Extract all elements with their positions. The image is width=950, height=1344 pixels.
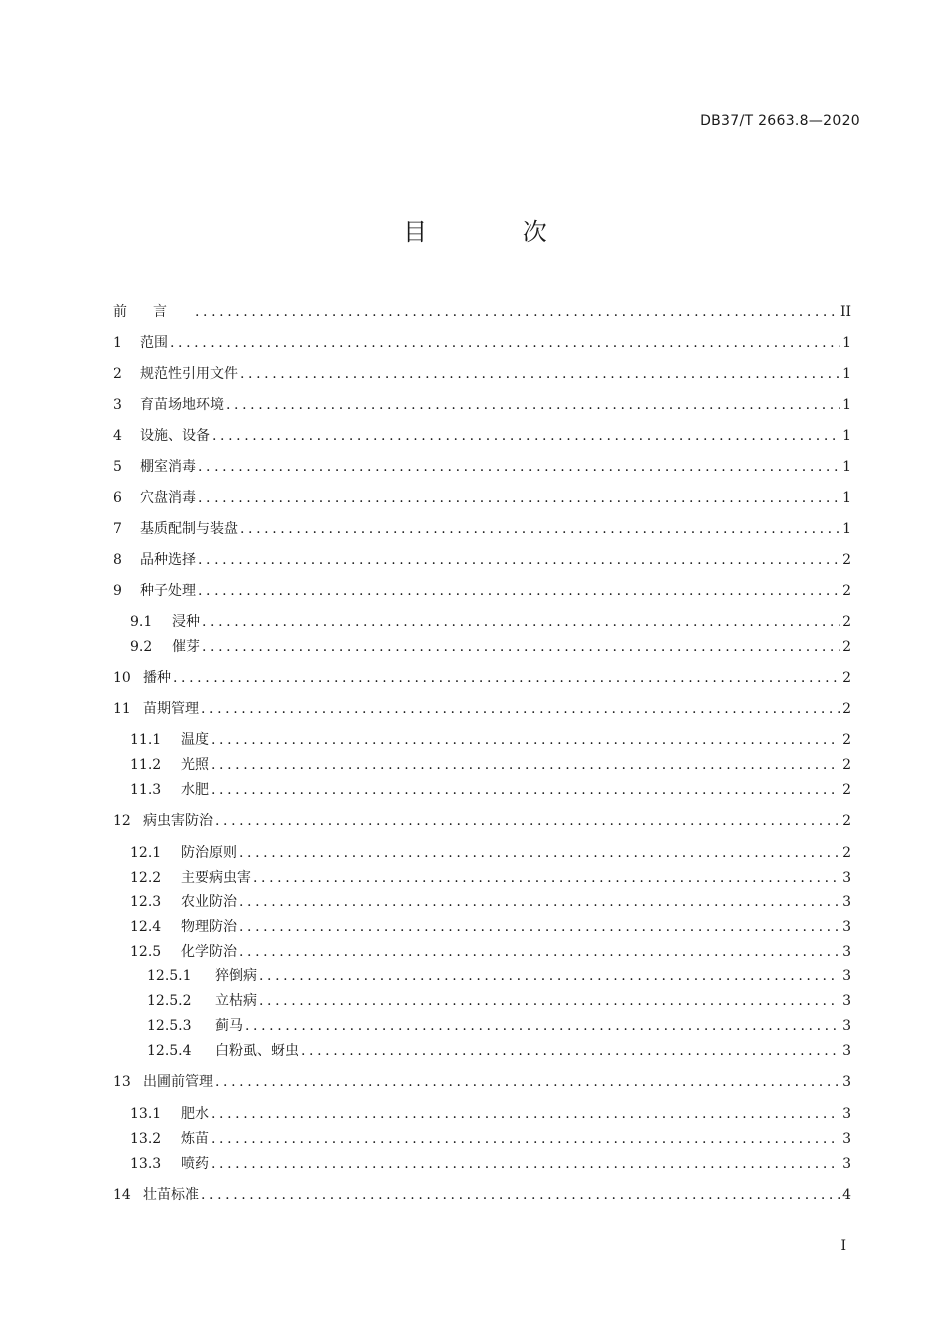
toc-label: 化学防治 — [181, 944, 237, 960]
toc-page: 1 — [842, 335, 851, 351]
toc-leader-dots — [239, 843, 840, 863]
toc-leader-dots — [211, 1129, 840, 1149]
toc-entry[interactable] — [113, 668, 851, 688]
toc-number: 12 — [113, 813, 131, 829]
toc-entry[interactable] — [130, 1104, 851, 1124]
toc-page: 3 — [842, 894, 851, 910]
toc-number: 12.2 — [130, 870, 162, 886]
toc-leader-dots — [240, 519, 840, 539]
toc-label: 苗期管理 — [143, 701, 199, 717]
toc-page: 3 — [842, 993, 851, 1009]
toc-number: 11.1 — [130, 732, 162, 748]
toc-entry[interactable] — [113, 1185, 851, 1205]
toc-label: 喷药 — [181, 1156, 209, 1172]
toc-page: 3 — [842, 1074, 851, 1090]
toc-leader-dots — [173, 668, 840, 688]
toc-page: 2 — [842, 782, 851, 798]
toc-entry[interactable] — [113, 550, 851, 570]
toc-entry[interactable] — [130, 637, 851, 657]
toc-page: 4 — [842, 1187, 851, 1203]
toc-label: 浸种 — [172, 614, 200, 630]
toc-label: 防治原则 — [181, 845, 237, 861]
toc-number: 13 — [113, 1074, 131, 1090]
toc-page: 1 — [842, 428, 851, 444]
toc-number: 12.5.2 — [147, 993, 192, 1009]
toc-label: 蓟马 — [215, 1018, 243, 1034]
toc-leader-dots — [201, 699, 840, 719]
toc-leader-dots — [170, 333, 840, 353]
toc-number: 7 — [113, 521, 122, 537]
toc-page: 3 — [842, 968, 851, 984]
toc-leader-dots — [212, 426, 840, 446]
toc-number: 3 — [113, 397, 122, 413]
toc-page: 1 — [842, 521, 851, 537]
toc-number: 12.5.1 — [147, 968, 192, 984]
toc-leader-dots — [239, 942, 840, 962]
toc-number: 1 — [113, 335, 122, 351]
toc-entry[interactable] — [113, 426, 851, 446]
toc-entry[interactable] — [147, 1016, 851, 1036]
toc-label: 白粉虱、蚜虫 — [215, 1043, 299, 1059]
toc-number: 14 — [113, 1187, 131, 1203]
toc-entry[interactable] — [130, 1129, 851, 1149]
toc-number: 6 — [113, 490, 122, 506]
toc-entry[interactable] — [113, 333, 851, 353]
toc-number: 9.1 — [130, 614, 153, 630]
toc-label: 出圃前管理 — [143, 1074, 213, 1090]
toc-entry[interactable] — [113, 457, 851, 477]
toc-leader-dots — [198, 550, 840, 570]
toc-entry[interactable] — [113, 1072, 851, 1092]
toc-entry[interactable] — [147, 966, 851, 986]
toc-entry[interactable] — [130, 868, 851, 888]
toc-page: 1 — [842, 397, 851, 413]
toc-label: 肥水 — [181, 1106, 209, 1122]
toc-leader-dots — [211, 1154, 840, 1174]
toc-page: 2 — [842, 845, 851, 861]
toc-leader-dots — [202, 637, 840, 657]
toc-entry[interactable] — [113, 811, 851, 831]
toc-label: 规范性引用文件 — [140, 366, 238, 382]
toc-entry[interactable] — [130, 730, 851, 750]
toc-page: 3 — [842, 1106, 851, 1122]
toc-number: 11.3 — [130, 782, 162, 798]
toc-entry[interactable] — [147, 991, 851, 1011]
toc-entry[interactable] — [113, 364, 851, 384]
toc-leader-dots — [211, 1104, 840, 1124]
toc-entry[interactable] — [113, 699, 851, 719]
toc-entry[interactable] — [130, 1154, 851, 1174]
toc-number: 12.5.4 — [147, 1043, 192, 1059]
toc-number: 13.2 — [130, 1131, 162, 1147]
toc-leader-dots — [198, 457, 840, 477]
toc-number: 5 — [113, 459, 122, 475]
toc-leader-dots — [202, 612, 840, 632]
toc-leader-dots — [240, 364, 840, 384]
page-title: 目 次 — [403, 218, 591, 246]
toc-label: 主要病虫害 — [181, 870, 251, 886]
toc-leader-dots — [211, 780, 840, 800]
toc-label: 光照 — [181, 757, 209, 773]
toc-number: 12.4 — [130, 919, 162, 935]
toc-entry-foreword[interactable] — [113, 302, 851, 322]
toc-number: 12.5 — [130, 944, 162, 960]
toc-leader-dots — [245, 1016, 840, 1036]
toc-leader-dots — [211, 730, 840, 750]
toc-leader-dots — [239, 892, 840, 912]
toc-label: 物理防治 — [181, 919, 237, 935]
toc-number: 9 — [113, 583, 122, 599]
toc-entry[interactable] — [113, 395, 851, 415]
toc-entry[interactable] — [113, 581, 851, 601]
toc-label: 品种选择 — [140, 552, 196, 568]
toc-label: 病虫害防治 — [143, 813, 213, 829]
toc-page: 1 — [842, 459, 851, 475]
toc-label: 播种 — [143, 670, 171, 686]
toc-number: 8 — [113, 552, 122, 568]
toc-page: 3 — [842, 919, 851, 935]
toc-leader-dots — [201, 1185, 840, 1205]
toc-number: 12.5.3 — [147, 1018, 192, 1034]
toc-page: 1 — [842, 366, 851, 382]
toc-page: II — [839, 304, 851, 320]
toc-label: 范围 — [140, 335, 168, 351]
toc-leader-dots — [215, 1072, 840, 1092]
toc-entry[interactable] — [130, 755, 851, 775]
toc-page: 2 — [842, 757, 851, 773]
toc-entry[interactable] — [113, 519, 851, 539]
toc-label: 温度 — [181, 732, 209, 748]
toc-label: 种子处理 — [140, 583, 196, 599]
toc-number: 10 — [113, 670, 131, 686]
toc-label: 壮苗标准 — [143, 1187, 199, 1203]
toc-number: 11 — [113, 701, 131, 717]
toc-label: 水肥 — [181, 782, 209, 798]
toc-leader-dots — [301, 1041, 840, 1061]
toc-leader-dots — [215, 811, 840, 831]
toc-number: 9.2 — [130, 639, 153, 655]
toc-entry[interactable] — [130, 612, 851, 632]
toc-number: 13.3 — [130, 1156, 162, 1172]
toc-label: 前言 — [113, 304, 193, 320]
toc-entry[interactable] — [130, 892, 851, 912]
toc-label: 农业防治 — [181, 894, 237, 910]
toc-leader-dots — [239, 917, 840, 937]
toc-leader-dots — [195, 302, 838, 322]
toc-number: 2 — [113, 366, 122, 382]
toc-label: 穴盘消毒 — [140, 490, 196, 506]
toc-number: 4 — [113, 428, 122, 444]
toc-leader-dots — [198, 488, 840, 508]
toc-entry[interactable] — [147, 1041, 851, 1061]
toc-page: 3 — [842, 1043, 851, 1059]
toc-label: 催芽 — [172, 639, 200, 655]
toc-entry[interactable] — [130, 917, 851, 937]
toc-page: 1 — [842, 490, 851, 506]
toc-leader-dots — [259, 991, 840, 1011]
toc-page: 2 — [842, 614, 851, 630]
toc-page: 2 — [842, 552, 851, 568]
toc-page: 3 — [842, 1018, 851, 1034]
toc-leader-dots — [211, 755, 840, 775]
toc-entry[interactable] — [130, 942, 851, 962]
toc-page: 2 — [842, 583, 851, 599]
toc-label: 棚室消毒 — [140, 459, 196, 475]
toc-label: 设施、设备 — [140, 428, 210, 444]
toc-number: 12.3 — [130, 894, 162, 910]
toc-label: 育苗场地环境 — [140, 397, 224, 413]
toc-page: 2 — [842, 639, 851, 655]
toc-leader-dots — [253, 868, 840, 888]
document-code: DB37/T 2663.8—2020 — [700, 113, 860, 129]
toc-page: 2 — [842, 813, 851, 829]
toc-page: 3 — [842, 870, 851, 886]
toc-number: 12.1 — [130, 845, 162, 861]
toc-page: 2 — [842, 701, 851, 717]
toc-label: 猝倒病 — [215, 968, 257, 984]
toc-leader-dots — [259, 966, 840, 986]
toc-leader-dots — [226, 395, 840, 415]
toc-entry[interactable] — [130, 843, 851, 863]
toc-page: 3 — [842, 1156, 851, 1172]
toc-label: 立枯病 — [215, 993, 257, 1009]
toc-page: 3 — [842, 1131, 851, 1147]
toc-page: 2 — [842, 732, 851, 748]
toc-leader-dots — [198, 581, 840, 601]
toc-label: 炼苗 — [181, 1131, 209, 1147]
toc-page: 3 — [842, 944, 851, 960]
toc-label: 基质配制与装盘 — [140, 521, 238, 537]
toc-entry[interactable] — [130, 780, 851, 800]
page-number: I — [840, 1238, 846, 1254]
toc-number: 13.1 — [130, 1106, 162, 1122]
toc-number: 11.2 — [130, 757, 162, 773]
toc-page: 2 — [842, 670, 851, 686]
toc-entry[interactable] — [113, 488, 851, 508]
